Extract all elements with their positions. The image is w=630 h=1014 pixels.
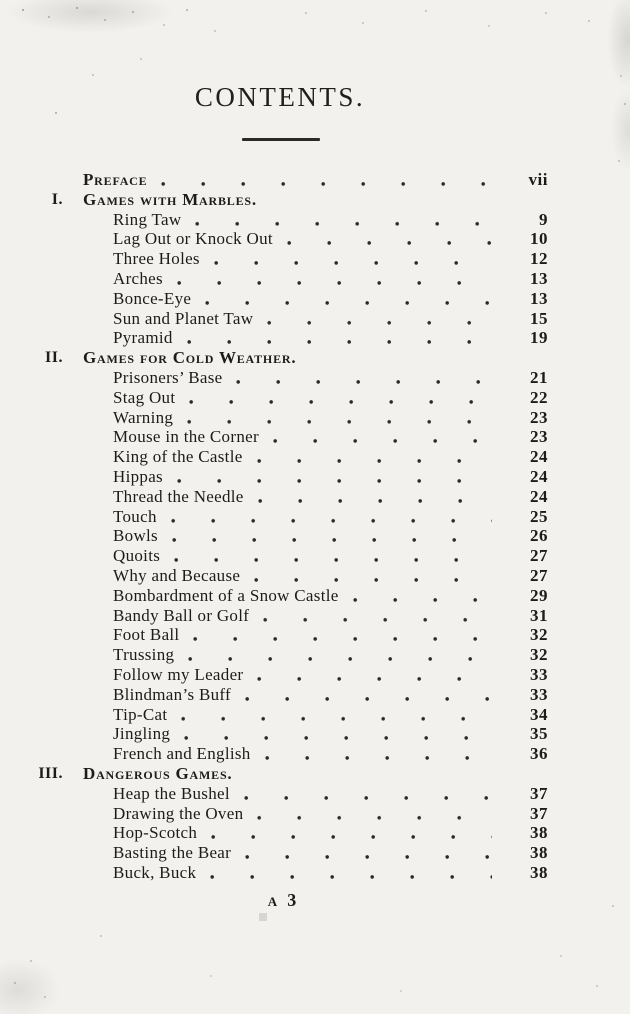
page-number: 9: [539, 209, 548, 229]
dot-leader: [172, 526, 492, 546]
toc-row: [38, 467, 548, 487]
entry-title: French and English: [113, 744, 251, 764]
section-numeral: [38, 526, 83, 546]
entry-title: Prisoners’ Base: [113, 367, 223, 387]
entry-title: Mouse in the Corner: [113, 427, 259, 447]
page-number: 38: [530, 843, 548, 863]
dot-leader: [189, 388, 492, 408]
page-number: 10: [530, 229, 548, 249]
toc-row: [38, 784, 548, 804]
dot-leader: [184, 724, 492, 744]
section-numeral: [38, 823, 83, 843]
section-numeral: [38, 586, 83, 606]
page-number: 37: [530, 783, 548, 803]
toc-row: [38, 388, 548, 408]
section-numeral: [38, 685, 83, 705]
toc-row: [38, 289, 548, 309]
page-number: 15: [530, 308, 548, 328]
toc-row: [38, 368, 548, 388]
page-number: 37: [530, 803, 548, 823]
page-number: 24: [530, 447, 548, 467]
toc-row: [38, 685, 548, 705]
entry-title: Bowls: [113, 526, 158, 546]
dot-leader: [210, 863, 492, 883]
entry-title: Three Holes: [113, 249, 200, 269]
dot-leader: [258, 487, 492, 507]
section-numeral: [38, 705, 83, 725]
section-numeral: [38, 289, 83, 309]
title-rule: [242, 138, 320, 141]
page-number: 19: [530, 328, 548, 348]
dot-leader: [171, 507, 492, 527]
section-numeral: [38, 665, 83, 685]
section-heading: Games for Cold Weather.: [83, 348, 297, 368]
entry-title: Buck, Buck: [113, 862, 197, 882]
dot-leader: [214, 249, 492, 269]
page-number: 25: [530, 506, 548, 526]
entry-title: Tip-Cat: [113, 704, 168, 724]
table-of-contents: [38, 170, 548, 883]
entry-title: Drawing the Oven: [113, 803, 244, 823]
section-numeral: [38, 269, 83, 289]
page-number: 13: [530, 288, 548, 308]
entry-title: Foot Ball: [113, 625, 180, 645]
toc-row: [38, 328, 548, 348]
page-number: 32: [530, 645, 548, 665]
entry-title: Follow my Leader: [113, 664, 244, 684]
dot-leader: [254, 566, 492, 586]
entry-title: Touch: [113, 506, 157, 526]
page-number: 24: [530, 466, 548, 486]
toc-row: [38, 170, 548, 190]
section-numeral: [38, 170, 83, 190]
page-number: 26: [530, 526, 548, 546]
dot-leader: [205, 289, 492, 309]
section-numeral: [38, 229, 83, 249]
dot-leader: [187, 408, 492, 428]
toc-row: [38, 764, 548, 784]
toc-row: [38, 229, 548, 249]
dot-leader: [244, 784, 492, 804]
dot-leader: [187, 328, 492, 348]
section-numeral: [38, 328, 83, 348]
toc-row: [38, 309, 548, 329]
entry-title: Preface: [83, 170, 148, 189]
dot-leader: [267, 309, 492, 329]
dot-leader: [161, 170, 492, 190]
page-number: 24: [530, 486, 548, 506]
signature-number: 3: [287, 890, 297, 910]
section-numeral: [38, 507, 83, 527]
section-numeral: [38, 309, 83, 329]
section-numeral: III.: [38, 764, 63, 782]
entry-title: Hop-Scotch: [113, 823, 198, 843]
dot-leader: [193, 625, 492, 645]
page-number: 23: [530, 427, 548, 447]
page-number: vii: [528, 170, 548, 189]
section-numeral: [38, 744, 83, 764]
toc-row: [38, 804, 548, 824]
page-number: 29: [530, 585, 548, 605]
section-numeral: [38, 625, 83, 645]
entry-title: Arches: [113, 268, 163, 288]
page-number: 33: [530, 664, 548, 684]
toc-row: [38, 348, 548, 368]
section-numeral: [38, 427, 83, 447]
page-title: CONTENTS.: [194, 82, 366, 112]
dot-leader: [265, 744, 492, 764]
page-number: 32: [530, 625, 548, 645]
section-heading: Games with Marbles.: [83, 189, 257, 209]
page-number: 33: [530, 684, 548, 704]
page-number: 22: [530, 387, 548, 407]
toc-row: [38, 606, 548, 626]
section-heading: Dangerous Games.: [83, 763, 233, 783]
toc-row: [38, 566, 548, 586]
toc-row: [38, 645, 548, 665]
toc-row: [38, 546, 548, 566]
page-number: 31: [530, 605, 548, 625]
entry-title: Hippas: [113, 466, 163, 486]
toc-row: [38, 586, 548, 606]
toc-row: [38, 427, 548, 447]
dot-leader: [257, 447, 492, 467]
toc-row: [38, 665, 548, 685]
scan-noise: [0, 0, 2, 2]
section-numeral: I.: [51, 190, 63, 208]
entry-title: Bonce-Eye: [113, 288, 192, 308]
toc-row: [38, 526, 548, 546]
entry-title: Stag Out: [113, 387, 176, 407]
dot-leader: [181, 705, 492, 725]
entry-title: Quoits: [113, 546, 161, 566]
section-numeral: [38, 408, 83, 428]
toc-row: [38, 210, 548, 230]
entry-title: Thread the Needle: [113, 486, 244, 506]
dot-leader: [174, 546, 492, 566]
page-number: 12: [530, 249, 548, 269]
entry-title: Blindman’s Buff: [113, 684, 231, 704]
entry-title: Trussing: [113, 645, 175, 665]
entry-title: Jingling: [113, 724, 171, 744]
page-number: 36: [530, 744, 548, 764]
section-numeral: [38, 566, 83, 586]
section-numeral: [38, 447, 83, 467]
section-numeral: II.: [45, 349, 63, 367]
section-numeral: [38, 467, 83, 487]
dot-leader: [188, 645, 492, 665]
toc-row: [38, 408, 548, 428]
section-numeral: [38, 249, 83, 269]
dot-leader: [177, 269, 492, 289]
entry-title: Pyramid: [113, 328, 173, 348]
dot-leader: [195, 210, 492, 230]
dot-leader: [273, 427, 492, 447]
entry-title: Bandy Ball or Golf: [113, 605, 250, 625]
signature-mark: [0, 890, 564, 911]
entry-title: Ring Taw: [113, 209, 182, 229]
dot-leader: [257, 665, 492, 685]
entry-title: Why and Because: [113, 565, 241, 585]
section-numeral: [38, 804, 83, 824]
toc-row: [38, 447, 548, 467]
page-number: 13: [530, 268, 548, 288]
section-numeral: [38, 843, 83, 863]
dot-leader: [177, 467, 492, 487]
page-number: 34: [530, 704, 548, 724]
page-number: 38: [530, 823, 548, 843]
page-number: 27: [530, 546, 548, 566]
toc-row: [38, 744, 548, 764]
page-number: 38: [530, 862, 548, 882]
page-number: 23: [530, 407, 548, 427]
dot-leader: [263, 606, 492, 626]
entry-title: Basting the Bear: [113, 843, 232, 863]
dot-leader: [236, 368, 492, 388]
section-numeral: [38, 210, 83, 230]
toc-row: [38, 249, 548, 269]
page-number: 35: [530, 724, 548, 744]
toc-row: [38, 190, 548, 210]
entry-title: Bombardment of a Snow Castle: [113, 585, 339, 605]
section-numeral: [38, 784, 83, 804]
entry-title: King of the Castle: [113, 447, 243, 467]
toc-row: [38, 269, 548, 289]
section-numeral: [38, 606, 83, 626]
toc-row: [38, 724, 548, 744]
section-numeral: [38, 487, 83, 507]
dot-leader: [211, 823, 492, 843]
dot-leader: [257, 804, 492, 824]
entry-title: Lag Out or Knock Out: [113, 229, 273, 249]
toc-row: [38, 487, 548, 507]
section-numeral: [38, 368, 83, 388]
dot-leader: [353, 586, 492, 606]
page-number: 27: [530, 565, 548, 585]
signature-letter: A: [267, 894, 279, 909]
entry-title: Warning: [113, 407, 174, 427]
page-number: 21: [530, 367, 548, 387]
toc-row: [38, 863, 548, 883]
toc-row: [38, 625, 548, 645]
entry-title: Heap the Bushel: [113, 783, 230, 803]
section-numeral: [38, 388, 83, 408]
section-numeral: [38, 645, 83, 665]
section-numeral: [38, 724, 83, 744]
entry-title: Sun and Planet Taw: [113, 308, 254, 328]
toc-row: [38, 507, 548, 527]
section-numeral: [38, 546, 83, 566]
toc-row: [38, 823, 548, 843]
dot-leader: [287, 229, 492, 249]
toc-row: [38, 843, 548, 863]
toc-row: [38, 705, 548, 725]
dot-leader: [245, 843, 492, 863]
dot-leader: [245, 685, 492, 705]
section-numeral: [38, 863, 83, 883]
